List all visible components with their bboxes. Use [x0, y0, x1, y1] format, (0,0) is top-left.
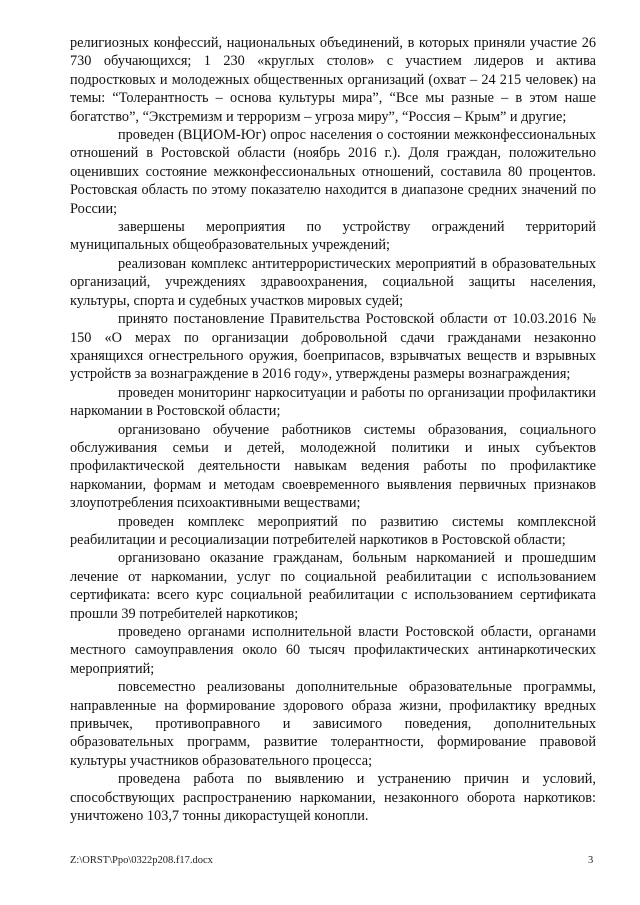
paragraph: организовано оказание гражданам, больным наркоманией и прошедшим лечение от наркомании, услуг по социальной реабилитации с использованием сертификата: всего курс социальной реабилитации с использованием сертификата прошли 39 потребителей наркотиков; — [70, 550, 596, 622]
paragraph-continuation: религиозных конфессий, национальных объединений, в которых приняли участие 26 730 обучающихся; 1 230 «круглых столов» с участием лидеров и актива подростковых и молодежных общественных организаций (охват – 24 215 человек) на темы: “Толерантность – основа культуры мира”, “Все мы разные – в этом наше богатство”, “Экстремизм и терроризм – угроза миру”, “Россия – Крым” и другие; — [70, 35, 596, 125]
paragraph: принято постановление Правительства Ростовской области от 10.03.2016 № 150 «О мерах по организации добровольной сдачи гражданами незаконно хранящихся огнестрельного оружия, боеприпасов, взрывчатых веществ и взрывных устройств за вознаграждение в 2016 году», утверждены размеры вознаграждения; — [70, 311, 596, 383]
paragraph: завершены мероприятия по устройству ограждений территорий муниципальных общеобразовательных учреждений; — [70, 219, 596, 254]
paragraph: повсеместно реализованы дополнительные образовательные программы, направленные на формирование здорового образа жизни, профилактику вредных привычек, противоправного и зависимого поведения, дополнительных образовательных программ, развитие толерантности, формирование правовой культуры участников образовательного процесса; — [70, 679, 596, 769]
paragraph: проведена работа по выявлению и устранению причин и условий, способствующих распространению наркомании, незаконного оборота наркотиков: уничтожено 103,7 тонны дикорастущей конопли. — [70, 771, 596, 825]
paragraph: организовано обучение работников системы образования, социального обслуживания семьи и детей, молодежной политики и иных субъектов профилактической деятельности навыкам ведения работы по профилактике наркомании, формам и методам своевременного выявления первичных признаков злоупотребления психоактивными веществами; — [70, 421, 596, 512]
paragraph: реализован комплекс антитеррористических мероприятий в образовательных организаций, учреждениях здравоохранения, социальной защиты населения, культуры, спорта и судебных участков мировых судей; — [70, 255, 596, 309]
page-number: 3 — [588, 855, 594, 866]
paragraph: проведен комплекс мероприятий по развитию системы комплексной реабилитации и ресоциализации потребителей наркотиков в Ростовской области; — [70, 513, 596, 548]
footer-file-path: Z:\ORST\Ppo\0322p208.f17.docx — [70, 855, 213, 866]
paragraph: проведено органами исполнительной власти Ростовской области, органами местного самоуправления около 60 тысяч профилактических антинаркотических мероприятий; — [70, 624, 596, 677]
paragraph: проведен (ВЦИОМ-Юг) опрос населения о состоянии межконфессиональных отношений в Ростовской области (ноябрь 2016 г.). Доля граждан, положительно оценивших состояние межконфессиональных отношений, составила 80 процентов. Ростовская область по этому показателю находится в диапазоне средних значений по России; — [70, 127, 596, 217]
document-body — [70, 34, 596, 825]
paragraph: проведен мониторинг наркоситуации и работы по организации профилактики наркомании в Ростовской области; — [70, 384, 596, 420]
